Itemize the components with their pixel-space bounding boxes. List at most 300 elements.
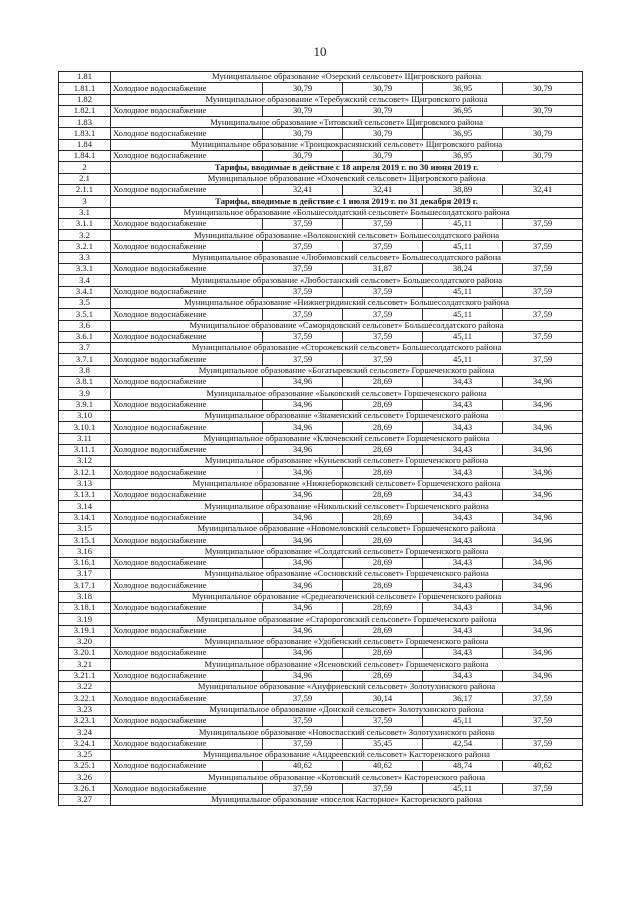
row-number: 3.21 — [59, 659, 111, 670]
municipality-row — [59, 117, 583, 128]
tariff-value: 34,96 — [503, 422, 583, 433]
municipality-title: Муниципальное образование «Среднеапоченский сельсовет» Горшеченского района — [111, 591, 583, 602]
municipality-title: Муниципальное образование «Сторожевский сельсовет» Большесолдатского района — [111, 343, 583, 354]
municipality-title: Муниципальное образование «Сосновский сельсовет» Горшеченского района — [111, 569, 583, 580]
service-label: Холодное водоснабжение — [111, 535, 263, 546]
row-number: 2.1.1 — [59, 184, 111, 195]
municipality-row — [59, 433, 583, 444]
tariff-value: 34,96 — [263, 602, 343, 613]
tariff-value: 34,96 — [263, 580, 343, 591]
tariff-value: 34,96 — [263, 422, 343, 433]
municipality-row — [59, 72, 583, 83]
tariff-row — [59, 715, 583, 726]
tariff-row — [59, 693, 583, 704]
tariff-value: 37,59 — [343, 286, 423, 297]
tariff-row — [59, 625, 583, 636]
service-label: Холодное водоснабжение — [111, 625, 263, 636]
tariff-row — [59, 512, 583, 523]
municipality-title: Муниципальное образование «Большесолдатский сельсовет» Большесолдатского района — [111, 207, 583, 218]
tariff-value: 28,69 — [343, 625, 423, 636]
tariff-value: 32,41 — [343, 184, 423, 195]
row-number: 1.81.1 — [59, 83, 111, 94]
row-number: 1.82.1 — [59, 105, 111, 116]
tariff-value: 34,43 — [423, 535, 503, 546]
service-label: Холодное водоснабжение — [111, 184, 263, 195]
row-number: 1.81 — [59, 72, 111, 83]
tariff-value: 30,79 — [343, 105, 423, 116]
municipality-row — [59, 772, 583, 783]
tariff-row — [59, 738, 583, 749]
tariff-value: 28,69 — [343, 670, 423, 681]
municipality-row — [59, 456, 583, 467]
tariff-value: 37,59 — [263, 783, 343, 794]
row-number: 3.14.1 — [59, 512, 111, 523]
tariff-row — [59, 467, 583, 478]
tariff-value: 37,59 — [343, 354, 423, 365]
municipality-row — [59, 365, 583, 376]
tariff-value: 37,59 — [343, 309, 423, 320]
tariff-value: 34,96 — [503, 557, 583, 568]
municipality-row — [59, 749, 583, 760]
municipality-row — [59, 297, 583, 308]
row-number: 3.10.1 — [59, 422, 111, 433]
service-label: Холодное водоснабжение — [111, 648, 263, 659]
municipality-row — [59, 320, 583, 331]
tariff-value: 34,96 — [263, 535, 343, 546]
row-number: 3.24 — [59, 727, 111, 738]
row-number: 3.23 — [59, 704, 111, 715]
tariff-value: 34,43 — [423, 602, 503, 613]
municipality-row — [59, 275, 583, 286]
service-label: Холодное водоснабжение — [111, 83, 263, 94]
tariff-value: 37,59 — [503, 286, 583, 297]
tariff-value: 28,69 — [343, 648, 423, 659]
tariff-value: 34,96 — [503, 602, 583, 613]
tariff-value: 37,59 — [263, 264, 343, 275]
service-label: Холодное водоснабжение — [111, 602, 263, 613]
section-title: Тарифы, вводимые в действие с 18 апреля 2019 г. по 30 июня 2019 г. — [111, 162, 583, 173]
tariff-value: 34,43 — [423, 512, 503, 523]
service-label: Холодное водоснабжение — [111, 399, 263, 410]
service-label: Холодное водоснабжение — [111, 128, 263, 139]
row-number: 3.23.1 — [59, 715, 111, 726]
tariff-row — [59, 354, 583, 365]
municipality-title: Муниципальное образование «Донской сельсовет» Золотухинского района — [111, 704, 583, 715]
tariff-value: 34,43 — [423, 557, 503, 568]
municipality-title: Муниципальное образование «Любостанский сельсовет» Большесолдатского района — [111, 275, 583, 286]
municipality-row — [59, 139, 583, 150]
tariff-value: 34,96 — [503, 535, 583, 546]
tariff-row — [59, 761, 583, 772]
tariff-value: 34,43 — [423, 648, 503, 659]
row-number: 3.18 — [59, 591, 111, 602]
row-number: 3.22.1 — [59, 693, 111, 704]
tariff-value: 40,62 — [503, 761, 583, 772]
row-number: 3.7.1 — [59, 354, 111, 365]
service-label: Холодное водоснабжение — [111, 241, 263, 252]
row-number: 3.21.1 — [59, 670, 111, 681]
tariff-value: 30,79 — [503, 151, 583, 162]
tariff-value: 28,69 — [343, 557, 423, 568]
tariff-value: 30,79 — [343, 151, 423, 162]
tariff-value: 37,59 — [263, 218, 343, 229]
tariff-value: 30,79 — [263, 128, 343, 139]
municipality-row — [59, 207, 583, 218]
municipality-title: Муниципальное образование «Ясеновский сельсовет» Горшеченского района — [111, 659, 583, 670]
tariff-value: 37,59 — [503, 738, 583, 749]
service-label: Холодное водоснабжение — [111, 331, 263, 342]
municipality-row — [59, 727, 583, 738]
municipality-title: Муниципальное образование «Быковский сельсовет» Горшеченского района — [111, 388, 583, 399]
tariff-row — [59, 377, 583, 388]
municipality-title: Муниципальное образование «Титовский сельсовет» Щигровского района — [111, 117, 583, 128]
tariff-row — [59, 422, 583, 433]
row-number: 3.19.1 — [59, 625, 111, 636]
row-number: 3.2.1 — [59, 241, 111, 252]
tariff-value: 34,96 — [503, 377, 583, 388]
service-label: Холодное водоснабжение — [111, 377, 263, 388]
tariff-value: 36,17 — [423, 693, 503, 704]
row-number: 2.1 — [59, 173, 111, 184]
municipality-title: Муниципальное образование «Удобенский сельсовет» Горшеченского района — [111, 636, 583, 647]
tariff-value: 40,62 — [343, 761, 423, 772]
row-number: 3.5.1 — [59, 309, 111, 320]
tariff-value: 37,59 — [263, 693, 343, 704]
tariff-value: 28,69 — [343, 422, 423, 433]
municipality-title: Муниципальное образование «Ключевский сельсовет» Горшеченского района — [111, 433, 583, 444]
municipality-row — [59, 591, 583, 602]
row-number: 3.3.1 — [59, 264, 111, 275]
tariff-row — [59, 264, 583, 275]
municipality-row — [59, 636, 583, 647]
tariff-value: 37,59 — [343, 331, 423, 342]
row-number: 3.14 — [59, 501, 111, 512]
row-number: 3.11.1 — [59, 444, 111, 455]
tariff-value: 45,11 — [423, 309, 503, 320]
tariff-row — [59, 783, 583, 794]
tariff-value: 37,59 — [503, 309, 583, 320]
tariff-value: 37,59 — [263, 715, 343, 726]
tariff-value: 34,43 — [423, 625, 503, 636]
municipality-title: Муниципальное образование «Котовский сельсовет» Касторенского района — [111, 772, 583, 783]
section-row — [59, 162, 583, 173]
tariff-value: 45,11 — [423, 241, 503, 252]
tariff-value: 28,69 — [343, 377, 423, 388]
tariff-row — [59, 128, 583, 139]
tariff-value: 30,79 — [503, 83, 583, 94]
tariff-value: 34,96 — [263, 648, 343, 659]
municipality-row — [59, 523, 583, 534]
tariff-value: 37,59 — [263, 241, 343, 252]
row-number: 1.83.1 — [59, 128, 111, 139]
municipality-row — [59, 795, 583, 806]
tariff-row — [59, 218, 583, 229]
tariff-value: 37,59 — [343, 783, 423, 794]
page-number: 10 — [313, 44, 327, 59]
tariff-value: 45,11 — [423, 331, 503, 342]
tariff-value: 45,11 — [423, 783, 503, 794]
row-number: 3.25 — [59, 749, 111, 760]
tariff-value: 32,41 — [503, 184, 583, 195]
service-label: Холодное водоснабжение — [111, 489, 263, 500]
row-number: 1.84.1 — [59, 151, 111, 162]
tariff-value: 34,96 — [263, 489, 343, 500]
service-label: Холодное водоснабжение — [111, 761, 263, 772]
row-number: 3.12.1 — [59, 467, 111, 478]
row-number: 3.19 — [59, 614, 111, 625]
tariff-row — [59, 184, 583, 195]
tariff-value: 34,96 — [503, 670, 583, 681]
municipality-row — [59, 614, 583, 625]
tariff-row — [59, 241, 583, 252]
row-number: 3 — [59, 196, 111, 207]
tariff-value: 28,69 — [343, 467, 423, 478]
municipality-row — [59, 682, 583, 693]
tariff-value: 34,96 — [263, 444, 343, 455]
tariff-value: 34,43 — [423, 377, 503, 388]
tariff-value: 28,69 — [343, 489, 423, 500]
municipality-row — [59, 173, 583, 184]
tariff-value: 37,59 — [263, 309, 343, 320]
row-number: 3.6.1 — [59, 331, 111, 342]
tariff-value: 34,96 — [503, 512, 583, 523]
municipality-row — [59, 94, 583, 105]
tariff-value: 34,43 — [423, 422, 503, 433]
tariff-table — [58, 71, 583, 806]
row-number: 3.3 — [59, 252, 111, 263]
tariff-value: 45,11 — [423, 354, 503, 365]
row-number: 3.9 — [59, 388, 111, 399]
tariff-value: 30,79 — [263, 105, 343, 116]
tariff-row — [59, 83, 583, 94]
section-title: Тарифы, вводимые в действие с 1 июля 2019 г. по 31 декабря 2019 г. — [111, 196, 583, 207]
tariff-value: 48,74 — [423, 761, 503, 772]
municipality-row — [59, 230, 583, 241]
row-number: 3.5 — [59, 297, 111, 308]
row-number: 3.27 — [59, 795, 111, 806]
service-label: Холодное водоснабжение — [111, 286, 263, 297]
tariff-value: 36,95 — [423, 83, 503, 94]
municipality-title: Муниципальное образование «поселок Касторное» Касторенского района — [111, 795, 583, 806]
tariff-row — [59, 580, 583, 591]
municipality-title: Муниципальное образование «Никольский сельсовет» Горшеченского района — [111, 501, 583, 512]
service-label: Холодное водоснабжение — [111, 444, 263, 455]
municipality-title: Муниципальное образование «Волоконский сельсовет» Большесолдатского района — [111, 230, 583, 241]
tariff-value: 40,62 — [263, 761, 343, 772]
tariff-value: 37,59 — [263, 331, 343, 342]
municipality-title: Муниципальное образование «Озерский сельсовет» Щигровского района — [111, 72, 583, 83]
municipality-title: Муниципальное образование «Новомеловский сельсовет» Горшеченского района — [111, 523, 583, 534]
tariff-value: 34,96 — [263, 625, 343, 636]
tariff-value: 28,69 — [343, 580, 423, 591]
tariff-value: 42,54 — [423, 738, 503, 749]
tariff-value: 36,95 — [423, 151, 503, 162]
tariff-value: 37,59 — [503, 264, 583, 275]
row-number: 3.2 — [59, 230, 111, 241]
municipality-title: Муниципальное образование «Солдатский сельсовет» Горшеченского района — [111, 546, 583, 557]
tariff-row — [59, 105, 583, 116]
section-row — [59, 196, 583, 207]
row-number: 1.83 — [59, 117, 111, 128]
row-number: 3.15 — [59, 523, 111, 534]
tariff-value: 34,96 — [263, 377, 343, 388]
tariff-value: 34,96 — [263, 670, 343, 681]
row-number: 3.10 — [59, 410, 111, 421]
service-label: Холодное водоснабжение — [111, 218, 263, 229]
tariff-row — [59, 286, 583, 297]
tariff-table-body — [59, 72, 583, 806]
tariff-value: 34,96 — [503, 580, 583, 591]
municipality-title: Муниципальное образование «Новоспасский сельсовет» Золотухинского района — [111, 727, 583, 738]
tariff-value: 28,69 — [343, 535, 423, 546]
service-label: Холодное водоснабжение — [111, 512, 263, 523]
row-number: 3.17 — [59, 569, 111, 580]
service-label: Холодное водоснабжение — [111, 422, 263, 433]
row-number: 3.22 — [59, 682, 111, 693]
service-label: Холодное водоснабжение — [111, 467, 263, 478]
tariff-value: 28,69 — [343, 399, 423, 410]
tariff-value: 37,59 — [263, 738, 343, 749]
municipality-row — [59, 704, 583, 715]
service-label: Холодное водоснабжение — [111, 580, 263, 591]
municipality-title: Муниципальное образование «Любимовский сельсовет» Большесолдатского района — [111, 252, 583, 263]
tariff-value: 34,96 — [503, 648, 583, 659]
service-label: Холодное водоснабжение — [111, 309, 263, 320]
row-number: 3.20 — [59, 636, 111, 647]
service-label: Холодное водоснабжение — [111, 557, 263, 568]
tariff-value: 34,43 — [423, 580, 503, 591]
tariff-value: 36,95 — [423, 105, 503, 116]
service-label: Холодное водоснабжение — [111, 105, 263, 116]
municipality-title: Муниципальное образование «Нижнеборковский сельсовет» Горшеченского района — [111, 478, 583, 489]
tariff-row — [59, 309, 583, 320]
tariff-value: 30,79 — [503, 128, 583, 139]
tariff-value: 34,96 — [263, 512, 343, 523]
tariff-value: 34,96 — [263, 399, 343, 410]
service-label: Холодное водоснабжение — [111, 670, 263, 681]
tariff-value: 34,43 — [423, 489, 503, 500]
tariff-row — [59, 602, 583, 613]
municipality-title: Муниципальное образование «Андреевский сельсовет» Касторенского района — [111, 749, 583, 760]
row-number: 3.25.1 — [59, 761, 111, 772]
tariff-value: 34,96 — [263, 557, 343, 568]
row-number: 3.16 — [59, 546, 111, 557]
municipality-row — [59, 478, 583, 489]
tariff-value: 28,69 — [343, 602, 423, 613]
service-label: Холодное водоснабжение — [111, 715, 263, 726]
tariff-value: 28,69 — [343, 444, 423, 455]
tariff-value: 34,96 — [503, 467, 583, 478]
tariff-value: 37,59 — [263, 286, 343, 297]
tariff-value: 37,59 — [503, 218, 583, 229]
tariff-value: 30,14 — [343, 693, 423, 704]
tariff-row — [59, 557, 583, 568]
tariff-value: 30,79 — [263, 83, 343, 94]
row-number: 3.8.1 — [59, 377, 111, 388]
service-label: Холодное водоснабжение — [111, 354, 263, 365]
tariff-value: 37,59 — [263, 354, 343, 365]
row-number: 3.12 — [59, 456, 111, 467]
tariff-value: 28,69 — [343, 512, 423, 523]
tariff-value: 37,59 — [343, 218, 423, 229]
municipality-title: Муниципальное образование «Нижнегридинский сельсовет» Большесолдатского района — [111, 297, 583, 308]
tariff-value: 35,45 — [343, 738, 423, 749]
row-number: 3.4.1 — [59, 286, 111, 297]
tariff-value: 45,11 — [423, 715, 503, 726]
municipality-row — [59, 343, 583, 354]
row-number: 3.16.1 — [59, 557, 111, 568]
municipality-title: Муниципальное образование «Ануфриевский сельсовет» Золотухинского района — [111, 682, 583, 693]
municipality-title: Муниципальное образование «Охочевский сельсовет» Щигровского района — [111, 173, 583, 184]
municipality-row — [59, 659, 583, 670]
tariff-value: 37,59 — [503, 783, 583, 794]
tariff-value: 30,79 — [263, 151, 343, 162]
tariff-value: 34,43 — [423, 467, 503, 478]
municipality-row — [59, 501, 583, 512]
service-label: Холодное водоснабжение — [111, 264, 263, 275]
tariff-value: 34,96 — [503, 399, 583, 410]
row-number: 3.26.1 — [59, 783, 111, 794]
row-number: 3.13.1 — [59, 489, 111, 500]
municipality-title: Муниципальное образование «Троицкокраснянский сельсовет» Щигровского района — [111, 139, 583, 150]
municipality-title: Муниципальное образование «Старороговский сельсовет» Горшеченского района — [111, 614, 583, 625]
tariff-value: 45,11 — [423, 286, 503, 297]
tariff-row — [59, 648, 583, 659]
row-number: 2 — [59, 162, 111, 173]
tariff-row — [59, 535, 583, 546]
row-number: 3.1.1 — [59, 218, 111, 229]
municipality-row — [59, 546, 583, 557]
tariff-value: 37,59 — [503, 715, 583, 726]
tariff-value: 32,41 — [263, 184, 343, 195]
tariff-value: 36,95 — [423, 128, 503, 139]
service-label: Холодное водоснабжение — [111, 693, 263, 704]
tariff-value: 37,59 — [503, 354, 583, 365]
tariff-value: 37,59 — [343, 241, 423, 252]
row-number: 3.7 — [59, 343, 111, 354]
service-label: Холодное водоснабжение — [111, 151, 263, 162]
row-number: 3.4 — [59, 275, 111, 286]
service-label: Холодное водоснабжение — [111, 738, 263, 749]
municipality-title: Муниципальное образование «Теребужский сельсовет» Щигровского района — [111, 94, 583, 105]
municipality-title: Муниципальное образование «Саморядовский сельсовет» Большесолдатского района — [111, 320, 583, 331]
municipality-title: Муниципальное образование «Куньевский сельсовет» Горшеченского района — [111, 456, 583, 467]
row-number: 3.9.1 — [59, 399, 111, 410]
row-number: 3.1 — [59, 207, 111, 218]
row-number: 3.24.1 — [59, 738, 111, 749]
tariff-value: 37,59 — [343, 715, 423, 726]
tariff-value: 34,96 — [263, 467, 343, 478]
row-number: 1.84 — [59, 139, 111, 150]
tariff-value: 37,59 — [503, 693, 583, 704]
row-number: 3.20.1 — [59, 648, 111, 659]
row-number: 3.8 — [59, 365, 111, 376]
service-label: Холодное водоснабжение — [111, 783, 263, 794]
tariff-value: 34,96 — [503, 444, 583, 455]
row-number: 3.26 — [59, 772, 111, 783]
tariff-value: 34,43 — [423, 399, 503, 410]
row-number: 3.18.1 — [59, 602, 111, 613]
municipality-row — [59, 410, 583, 421]
row-number: 3.11 — [59, 433, 111, 444]
tariff-value: 34,43 — [423, 670, 503, 681]
tariff-row — [59, 670, 583, 681]
tariff-row — [59, 331, 583, 342]
row-number: 3.6 — [59, 320, 111, 331]
row-number: 3.13 — [59, 478, 111, 489]
tariff-value: 38,89 — [423, 184, 503, 195]
municipality-row — [59, 388, 583, 399]
